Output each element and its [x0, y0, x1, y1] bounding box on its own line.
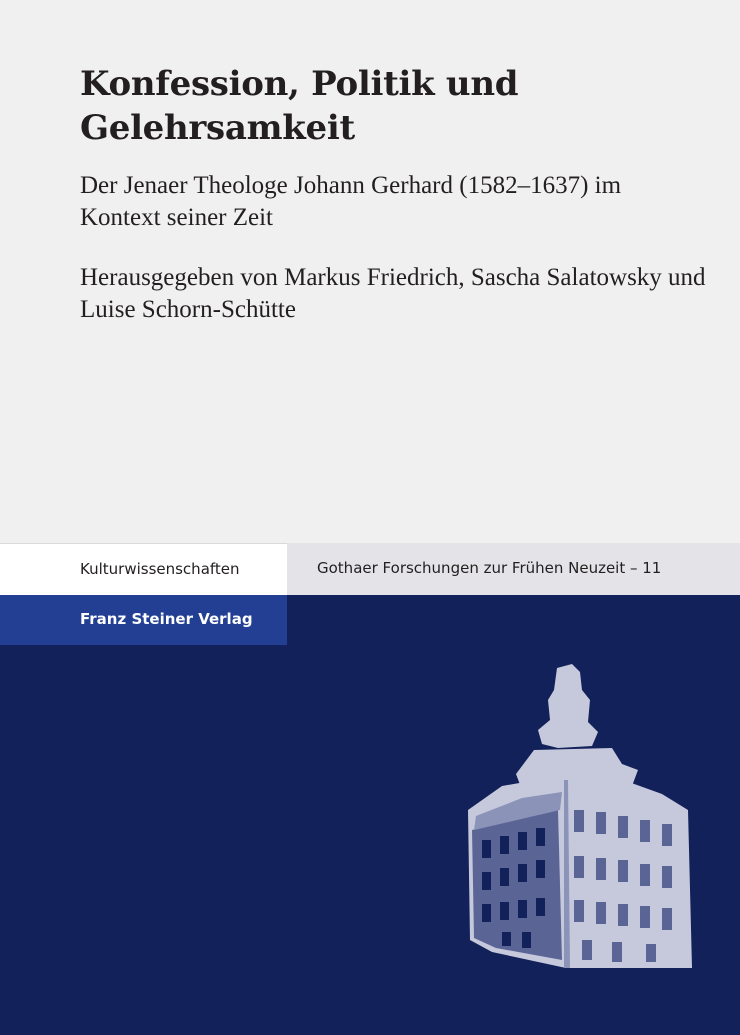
- series-label: Gothaer Forschungen zur Frühen Neuzeit – 11: [317, 559, 662, 577]
- building-illustration-icon: [462, 660, 694, 972]
- category-label: Kulturwissenschaften: [80, 560, 240, 578]
- publisher-name: Franz Steiner Verlag: [80, 610, 253, 628]
- publisher-box: [0, 595, 287, 645]
- series-band: [287, 543, 740, 595]
- book-editors: Herausgegeben von Markus Friedrich, Sascha Salatowsky und Luise Schorn-Schütte: [80, 264, 706, 323]
- book-subtitle: Der Jenaer Theologe Johann Gerhard (1582–1637) im Kontext seiner Zeit: [80, 172, 622, 231]
- book-title: Konfession, Politik und Gelehrsamkeit: [80, 64, 519, 148]
- category-band: [0, 543, 287, 595]
